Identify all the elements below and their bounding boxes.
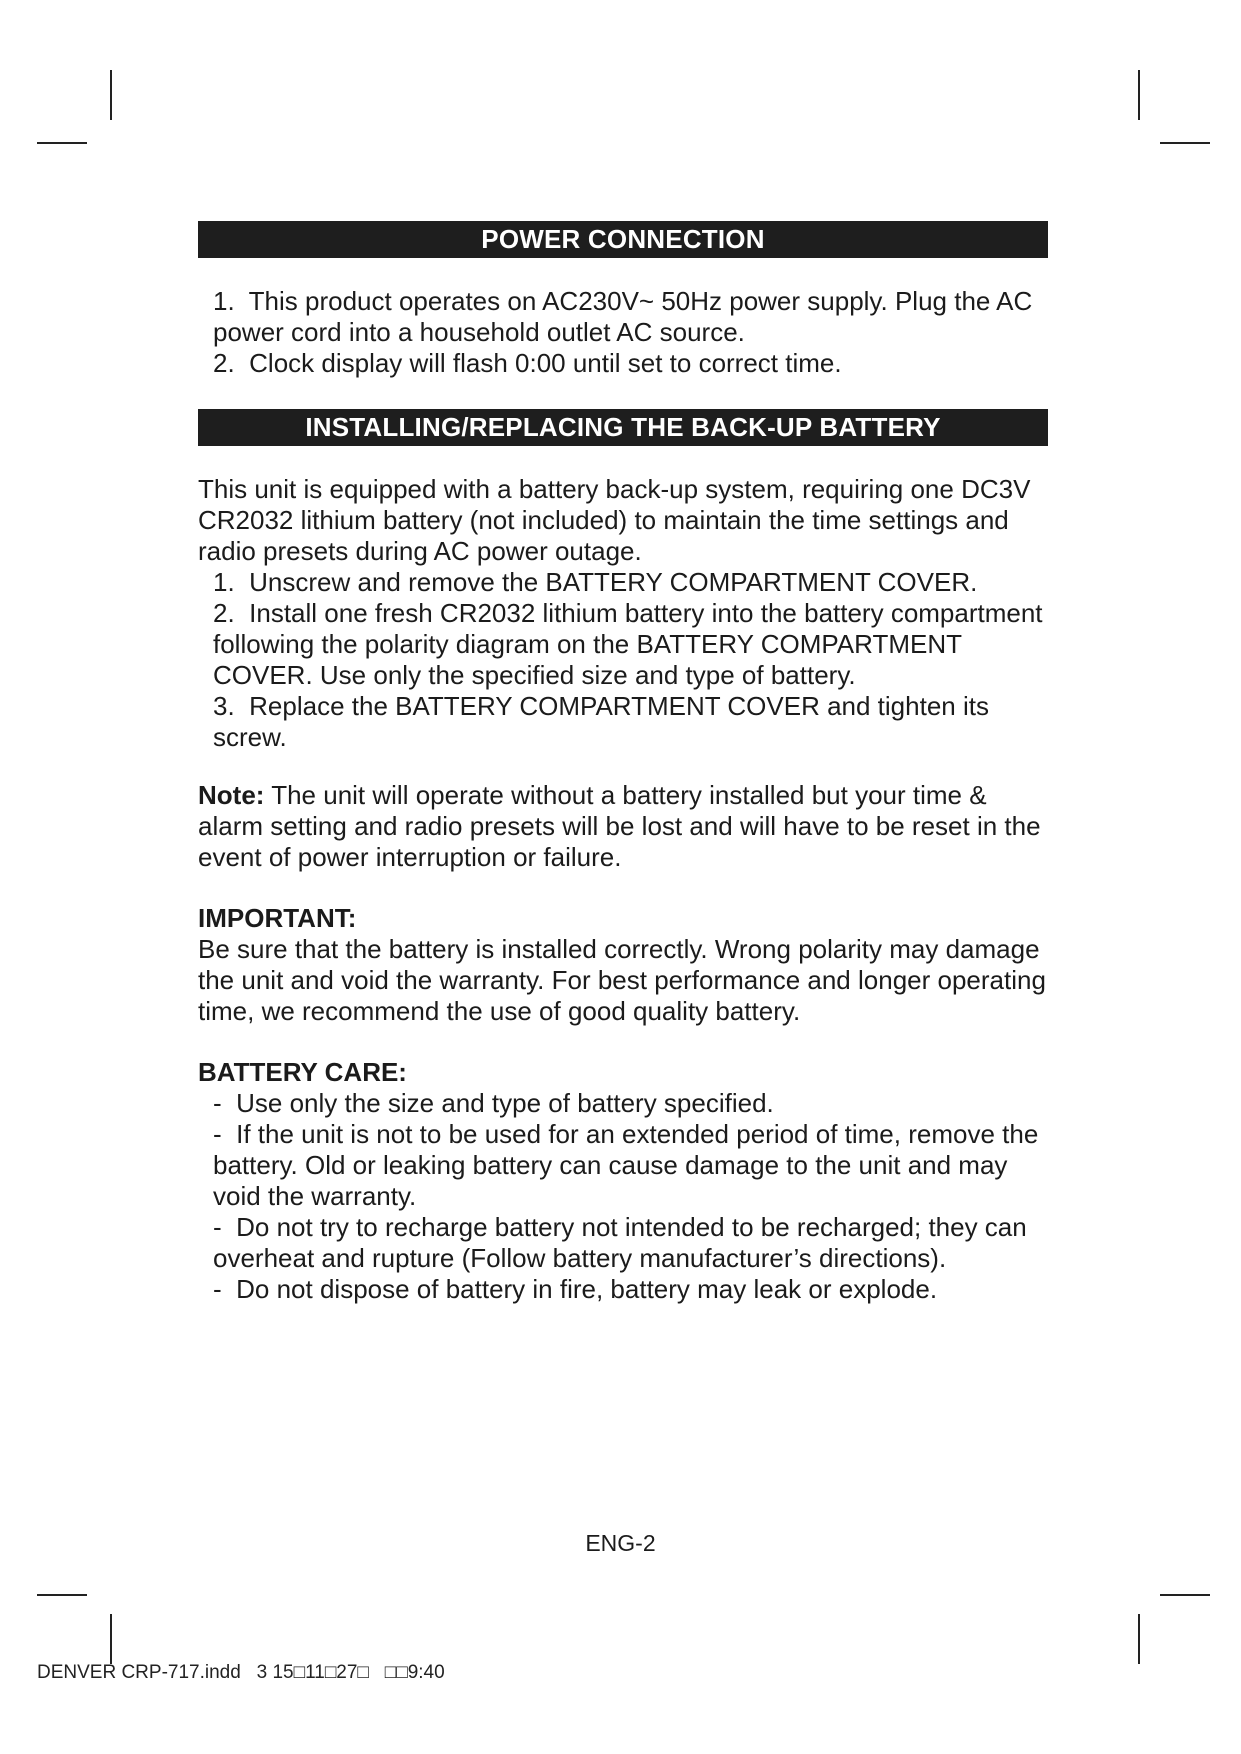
crop-mark-bottom-right-horizontal — [1160, 1594, 1210, 1596]
power-connection-heading: POWER CONNECTION — [198, 221, 1048, 258]
crop-mark-top-right-vertical — [1138, 70, 1140, 120]
list-marker: - — [213, 1212, 222, 1242]
list-marker: 2. — [213, 598, 235, 628]
list-marker: 3. — [213, 691, 235, 721]
list-item-text: This product operates on AC230V~ 50Hz power supply. Plug the AC power cord into a household outlet AC source. — [213, 286, 1033, 347]
list-item-text: Do not try to recharge battery not intended to be recharged; they can overheat and rupture (Follow battery manufacturer’s directions). — [213, 1212, 1027, 1273]
list-item-text: Install one fresh CR2032 lithium battery into the battery compartment following the polarity diagram on the BATTERY COMPARTMENT COVER. Use only the specified size and type of battery. — [213, 598, 1043, 690]
note-paragraph — [198, 780, 1048, 873]
battery-install-steps — [198, 567, 1048, 753]
note-label: Note: — [198, 780, 265, 810]
list-marker: - — [213, 1274, 222, 1304]
list-item — [198, 286, 1048, 348]
list-item — [198, 1274, 1048, 1305]
list-item — [198, 1088, 1048, 1119]
list-marker: - — [213, 1088, 222, 1118]
crop-mark-bottom-right-vertical — [1138, 1614, 1140, 1664]
note-text: The unit will operate without a battery installed but your time & alarm setting and radio presets will be lost and will have to be reset in the event of power interruption or failure. — [198, 780, 1041, 872]
list-item-text: Clock display will flash 0:00 until set to correct time. — [249, 348, 842, 378]
battery-care-heading: BATTERY CARE: — [198, 1057, 407, 1087]
list-item-text: Use only the size and type of battery specified. — [236, 1088, 774, 1118]
print-slug: DENVER CRP-717.indd 3 15□11□27□ □□9:40 — [37, 1662, 445, 1683]
list-marker: 1. — [213, 286, 235, 316]
page-number: ENG-2 — [585, 1530, 656, 1556]
list-item-text: If the unit is not to be used for an extended period of time, remove the battery. Old or leaking battery can cause damage to the unit and may void the warranty. — [213, 1119, 1039, 1211]
power-connection-list — [198, 286, 1048, 379]
list-marker: 2. — [213, 348, 235, 378]
important-heading: IMPORTANT: — [198, 903, 357, 933]
battery-install-intro: This unit is equipped with a battery back-up system, requiring one DC3V CR2032 lithium battery (not included) to maintain the time settings and radio presets during AC power outage. — [198, 474, 1031, 566]
list-marker: - — [213, 1119, 222, 1149]
list-marker: 1. — [213, 567, 235, 597]
battery-care-list — [198, 1088, 1048, 1305]
crop-mark-bottom-left-horizontal — [37, 1594, 87, 1596]
crop-mark-top-right-horizontal — [1160, 142, 1210, 144]
list-item — [198, 348, 1048, 379]
battery-install-heading: INSTALLING/REPLACING THE BACK-UP BATTERY — [198, 409, 1048, 446]
crop-mark-bottom-left-vertical — [110, 1614, 112, 1664]
list-item-text: Unscrew and remove the BATTERY COMPARTMENT COVER. — [249, 567, 978, 597]
list-item — [198, 1212, 1048, 1274]
list-item — [198, 1119, 1048, 1212]
page-content — [198, 221, 1048, 1305]
list-item — [198, 691, 1048, 753]
crop-mark-top-left-horizontal — [37, 142, 87, 144]
list-item-text: Replace the BATTERY COMPARTMENT COVER and tighten its screw. — [213, 691, 989, 752]
list-item — [198, 598, 1048, 691]
crop-mark-top-left-vertical — [110, 70, 112, 120]
list-item-text: Do not dispose of battery in fire, battery may leak or explode. — [236, 1274, 938, 1304]
list-item — [198, 567, 1048, 598]
important-text: Be sure that the battery is installed correctly. Wrong polarity may damage the unit and void the warranty. For best performance and longer operating time, we recommend the use of good quality battery. — [198, 934, 1046, 1026]
